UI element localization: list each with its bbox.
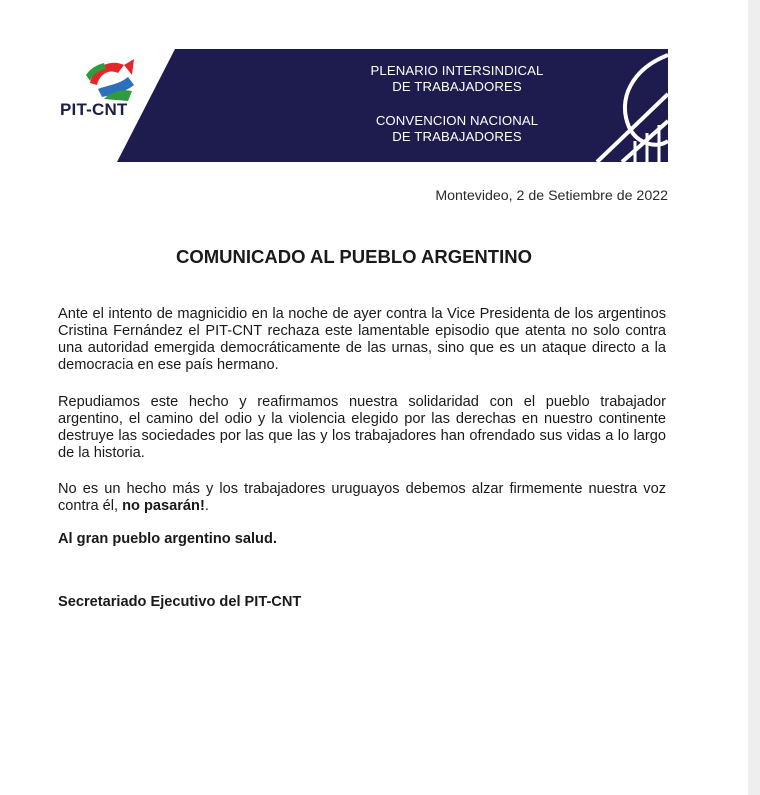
- paragraph-1: [58, 306, 666, 374]
- document-date: Montevideo, 2 de Setiembre de 2022: [435, 188, 668, 204]
- letterhead-banner: [57, 49, 668, 162]
- org-name-2: [357, 113, 557, 145]
- paragraph-3-main: No es un hecho más y los trabajadores uruguayos debemos alzar firmemente nuestra voz contra él,: [58, 481, 666, 514]
- paragraph-3: [58, 481, 666, 515]
- org-line-3: CONVENCION NACIONAL: [375, 113, 539, 128]
- document-title: COMUNICADO AL PUEBLO ARGENTINO: [176, 246, 532, 267]
- closing-greeting: Al gran pueblo argentino salud.: [58, 531, 277, 547]
- paragraph-3-end: .: [204, 498, 209, 514]
- org-line-4: DE TRABAJADORES: [392, 129, 522, 144]
- org-line-1: PLENARIO INTERSINDICAL: [370, 63, 544, 78]
- pit-cnt-logo-icon: [84, 55, 140, 101]
- org-name-1: [357, 63, 557, 95]
- org-line-2: DE TRABAJADORES: [392, 79, 522, 94]
- signature: Secretariado Ejecutivo del PIT-CNT: [58, 594, 302, 610]
- paragraph-3-bold: no pasarán!: [122, 498, 205, 514]
- paragraph-2: [58, 394, 666, 462]
- right-gutter: [748, 0, 760, 795]
- paragraph-2-text: Repudiamos este hecho y reafirmamos nuestra solidaridad con el pueblo trabajador argentino, el camino del odio y la violencia elegido por las derechas en nuestro continente destruye las sociedades por las que las y los trabajadores han ofrendado sus vidas a lo largo de la historia.: [58, 394, 666, 461]
- paragraph-3-text: [58, 481, 666, 515]
- logo-text: PIT-CNT: [60, 100, 128, 119]
- paragraph-1-text: Ante el intento de magnicidio en la noche de ayer contra la Vice Presidenta de los argentinos Cristina Fernández el PIT-CNT rechaza este lamentable episodio que atenta no solo contra una autoridad emergida democráticamente de las urnas, sino que es un ataque directo a la democracia en ese país hermano.: [58, 306, 666, 373]
